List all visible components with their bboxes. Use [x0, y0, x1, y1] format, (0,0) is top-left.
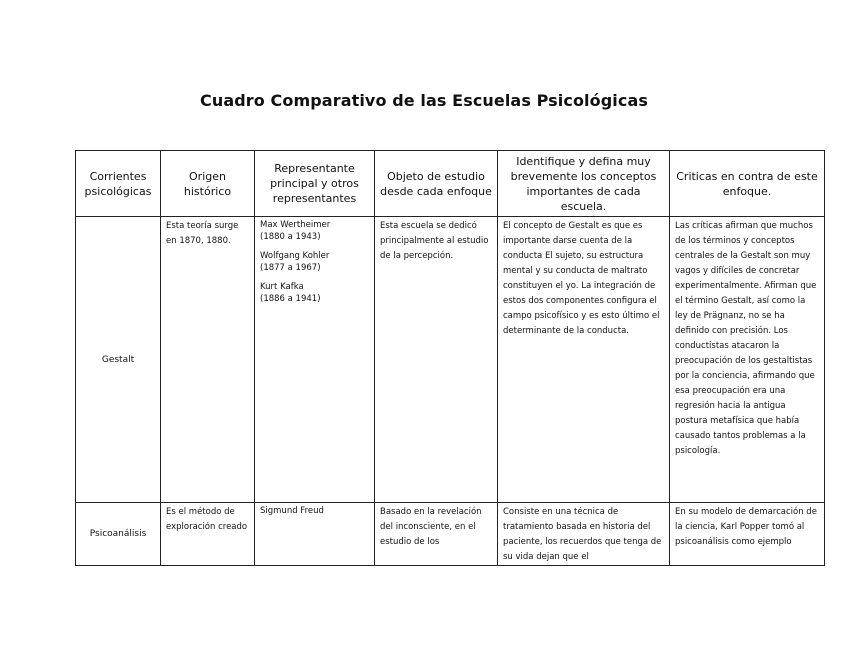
- cell-conceptos-text: Consiste en una técnica de tratamiento basada en historia del paciente, los recuerdos que tenga de su vida dejan que el: [503, 507, 662, 562]
- cell-origen-psicoanalisis: [161, 503, 255, 566]
- cell-objeto-gestalt: [375, 217, 498, 503]
- row-name-gestalt: Gestalt: [76, 217, 161, 503]
- representante-item: [260, 505, 370, 517]
- cell-conceptos-psicoanalisis: [498, 503, 670, 566]
- cell-criticas-psicoanalisis: [670, 503, 825, 566]
- representante-years: (1880 a 1943): [260, 232, 321, 242]
- header-criticas: Criticas en contra de este enfoque.: [670, 151, 825, 217]
- cell-origen-text: Es el método de exploración creado: [166, 507, 248, 532]
- representante-name: Wolfgang Kohler: [260, 251, 330, 261]
- cell-objeto-text: Esta escuela se dedicó principalmente al estudio de la percepción.: [380, 221, 489, 261]
- cell-origen-gestalt: [161, 217, 255, 503]
- header-conceptos: Identifique y defina muy brevemente los conceptos importantes de cada escuela.: [498, 151, 670, 217]
- cell-conceptos-text: El concepto de Gestalt es que es importante darse cuenta de la conducta El sujeto, su estructura mental y su conducta de maltrato constituyen el yo. La integración de estos dos componentes configura el campo psicofísico y es esto último el determinante de la conducta.: [503, 221, 660, 336]
- cell-objeto-text: Basado en la revelación del inconsciente, en el estudio de los: [380, 507, 482, 547]
- representante-item: [260, 219, 370, 243]
- cell-criticas-text: En su modelo de demarcación de la ciencia, Karl Popper tomó al psicoanálisis como ejemplo: [675, 507, 817, 547]
- cell-objeto-psicoanalisis: [375, 503, 498, 566]
- representante-name: Max Wertheimer: [260, 220, 331, 230]
- representante-name: Kurt Kafka: [260, 282, 304, 292]
- header-corrientes: Corrientes psicológicas: [76, 151, 161, 217]
- cell-representantes-psicoanalisis: [255, 503, 375, 566]
- table-row-gestalt: [76, 217, 825, 503]
- cell-criticas-gestalt: [670, 217, 825, 503]
- representante-years: (1877 a 1967): [260, 263, 321, 273]
- cell-criticas-text: Las críticas afirman que muchos de los términos y conceptos centrales de la Gestalt son muy vagos y difíciles de concretar experimentalmente. Afirman que el término Gestalt, así como la ley de Prägnanz, no se ha definido con precisión. Los conductistas atacaron la preocupación de los gestaltistas por la conciencia, afirmando que esa preocupación era una regresión hacia la antigua postura metafísica que había causado tantos problemas a la psicología.: [675, 221, 817, 456]
- header-origen: Origen histórico: [161, 151, 255, 217]
- comparison-table: [75, 150, 825, 566]
- header-objeto: Objeto de estudio desde cada enfoque: [375, 151, 498, 217]
- document-title: Cuadro Comparativo de las Escuelas Psicológicas: [200, 91, 648, 110]
- cell-representantes-gestalt: [255, 217, 375, 503]
- cell-origen-text: Esta teoría surge en 1870, 1880.: [166, 221, 239, 246]
- representante-years: (1886 a 1941): [260, 294, 321, 304]
- representante-item: [260, 250, 370, 274]
- table-header-row: [76, 151, 825, 217]
- row-name-psicoanalisis: Psicoanálisis: [76, 503, 161, 566]
- header-representante: Representante principal y otros representantes: [255, 151, 375, 217]
- representante-name: Sigmund Freud: [260, 506, 324, 516]
- cell-conceptos-gestalt: [498, 217, 670, 503]
- table-row-psicoanalisis: [76, 503, 825, 566]
- representante-item: [260, 281, 370, 305]
